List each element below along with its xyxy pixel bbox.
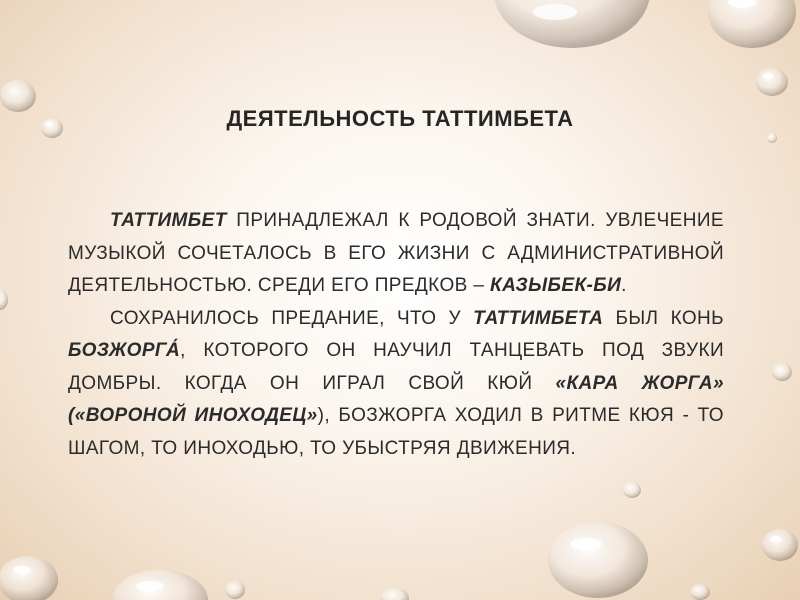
- drop: [494, 0, 650, 48]
- paragraph-2: [68, 303, 724, 466]
- drop: [690, 584, 710, 600]
- drop: [0, 290, 8, 310]
- paragraph-1: [68, 205, 724, 303]
- drop: [623, 482, 641, 498]
- drop: [0, 556, 58, 600]
- text-segment: .: [621, 275, 627, 296]
- text-segment: ПРИНАДЛЕЖАЛ К РОДОВОЙ ЗНАТИ. УВЛЕЧЕНИЕ МУЗЫКОЙ СОЧЕТАЛОСЬ В ЕГО ЖИЗНИ С АДМИНИСТРАТИВНОЙ ДЕЯТЕЛЬНОСТЬЮ. СРЕДИ ЕГО ПРЕДКОВ –: [68, 210, 724, 296]
- ancestor-emphasis: КАЗЫБЕК-БИ: [490, 275, 622, 296]
- drop: [708, 0, 796, 48]
- kuy-emphasis: «КАРА ЖОРГА» («ВОРОНОЙ ИНОХОДЕЦ»: [68, 372, 724, 426]
- drop: [381, 588, 409, 600]
- name-emphasis: ТАТТИМБЕТ: [110, 210, 227, 231]
- text-segment: БЫЛ КОНЬ: [603, 307, 724, 329]
- drop: [767, 133, 777, 143]
- drop: [225, 581, 245, 599]
- drop: [112, 570, 208, 600]
- text-segment: СОХРАНИЛОСЬ ПРЕДАНИЕ, ЧТО У: [110, 307, 474, 329]
- drop: [756, 68, 788, 96]
- drop: [548, 522, 648, 598]
- horse-emphasis: БОЗЖОРГА́: [68, 340, 181, 361]
- drop: [762, 529, 798, 561]
- text-segment: , КОТОРОГО ОН НАУЧИЛ ТАНЦЕВАТЬ ПОД ЗВУКИ ДОМБРЫ. КОГДА ОН ИГРАЛ СВОЙ КЮЙ: [68, 340, 724, 394]
- text-segment: ), БОЗЖОРГА ХОДИЛ В РИТМЕ КЮЯ - ТО ШАГОМ, ТО ИНОХОДЬЮ, ТО УБЫСТРЯЯ ДВИЖЕНИЯ.: [68, 405, 724, 459]
- slide-body: [68, 205, 724, 465]
- slide-title: ДЕЯТЕЛЬНОСТЬ ТАТТИМБЕТА: [226, 106, 574, 131]
- name-emphasis: ТАТТИМБЕТА: [473, 307, 604, 329]
- drop: [772, 363, 792, 381]
